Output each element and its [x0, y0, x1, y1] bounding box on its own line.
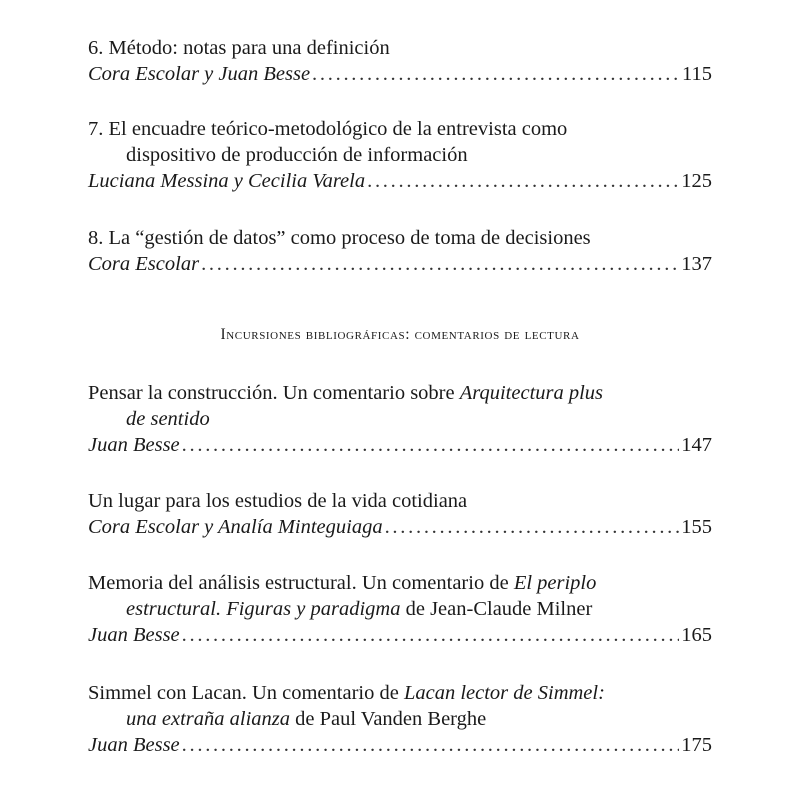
toc-entry-page-number: 125 [681, 170, 712, 192]
toc-entry-title-text: de Paul Vanden Berghe [290, 708, 487, 730]
toc-entry-title-italic: una extraña alianza [126, 708, 290, 730]
toc-entry-title: 7. El encuadre teórico-metodológico de la entrevista como [88, 118, 568, 140]
toc-entry-author: Juan Besse [88, 734, 180, 756]
toc-entry-author: Cora Escolar y Analía Minteguiaga [88, 516, 383, 538]
toc-entry-page-number: 147 [681, 434, 712, 456]
toc-entry-title-text: Simmel con Lacan. Un comentario de [88, 682, 404, 704]
toc-entry-title-text: Memoria del análisis estructural. Un comentario de [88, 572, 514, 594]
toc-entry-author: Luciana Messina y Cecilia Varela [88, 170, 366, 192]
toc-entry-author-row [88, 251, 712, 277]
toc-entry[interactable] [88, 35, 712, 87]
toc-entry-author-row [88, 168, 712, 194]
toc-entry-page-number: 175 [681, 734, 712, 756]
toc-entry-title-italic: estructural. Figuras y paradigma [126, 598, 401, 620]
toc-entry[interactable] [88, 680, 712, 758]
toc-entry[interactable] [88, 225, 712, 277]
toc-entry-title [88, 380, 712, 406]
toc-entry[interactable] [88, 570, 712, 648]
toc-entry-author: Juan Besse [88, 434, 180, 456]
toc-entry-author-row [88, 514, 712, 540]
toc-entry-title: 8. La “gestión de datos” como proceso de toma de decisiones [88, 227, 591, 249]
toc-entry-author-row [88, 61, 712, 87]
toc-entry-title [88, 680, 712, 706]
toc-entry[interactable] [88, 488, 712, 540]
toc-entry-page-number: 155 [681, 516, 712, 538]
toc-entry-title: Un lugar para los estudios de la vida cotidiana [88, 490, 468, 512]
toc-entry-author-row [88, 432, 712, 458]
dot-leader [182, 622, 680, 648]
dot-leader [385, 514, 680, 540]
toc-entry-title-continued [88, 596, 712, 622]
toc-entry-page-number: 115 [682, 63, 712, 85]
toc-entry[interactable] [88, 116, 712, 194]
toc-entry-title-continued [88, 706, 712, 732]
toc-entry-title-italic: de sentido [126, 408, 210, 430]
toc-entry[interactable] [88, 380, 712, 458]
toc-entry-title-text: de Jean-Claude Milner [400, 598, 593, 620]
dot-leader [367, 168, 679, 194]
toc-entry-page-number: 165 [681, 624, 712, 646]
dot-leader [182, 732, 680, 758]
toc-entry-title-italic: Arquitectura plus [459, 382, 604, 404]
toc-entry-title: 6. Método: notas para una definición [88, 37, 390, 59]
toc-entry-author: Cora Escolar [88, 253, 200, 275]
toc-entry-title-italic: Lacan lector de Simmel: [403, 682, 605, 704]
toc-entry-title-continued [88, 406, 712, 432]
toc-entry-title-continued: dispositivo de producción de información [126, 144, 468, 166]
toc-entry-page-number: 137 [681, 253, 712, 275]
dot-leader [312, 61, 680, 87]
section-heading: Incursiones bibliográficas: comentarios de lectura [220, 326, 580, 343]
dot-leader [182, 432, 680, 458]
toc-entry-author: Cora Escolar y Juan Besse [88, 63, 311, 85]
dot-leader [201, 251, 679, 277]
toc-entry-author: Juan Besse [88, 624, 180, 646]
toc-entry-title-text: Pensar la construcción. Un comentario sobre [88, 382, 460, 404]
toc-entry-author-row [88, 622, 712, 648]
toc-entry-title-italic: El periplo [513, 572, 597, 594]
toc-entry-author-row [88, 732, 712, 758]
toc-entry-title [88, 570, 712, 596]
